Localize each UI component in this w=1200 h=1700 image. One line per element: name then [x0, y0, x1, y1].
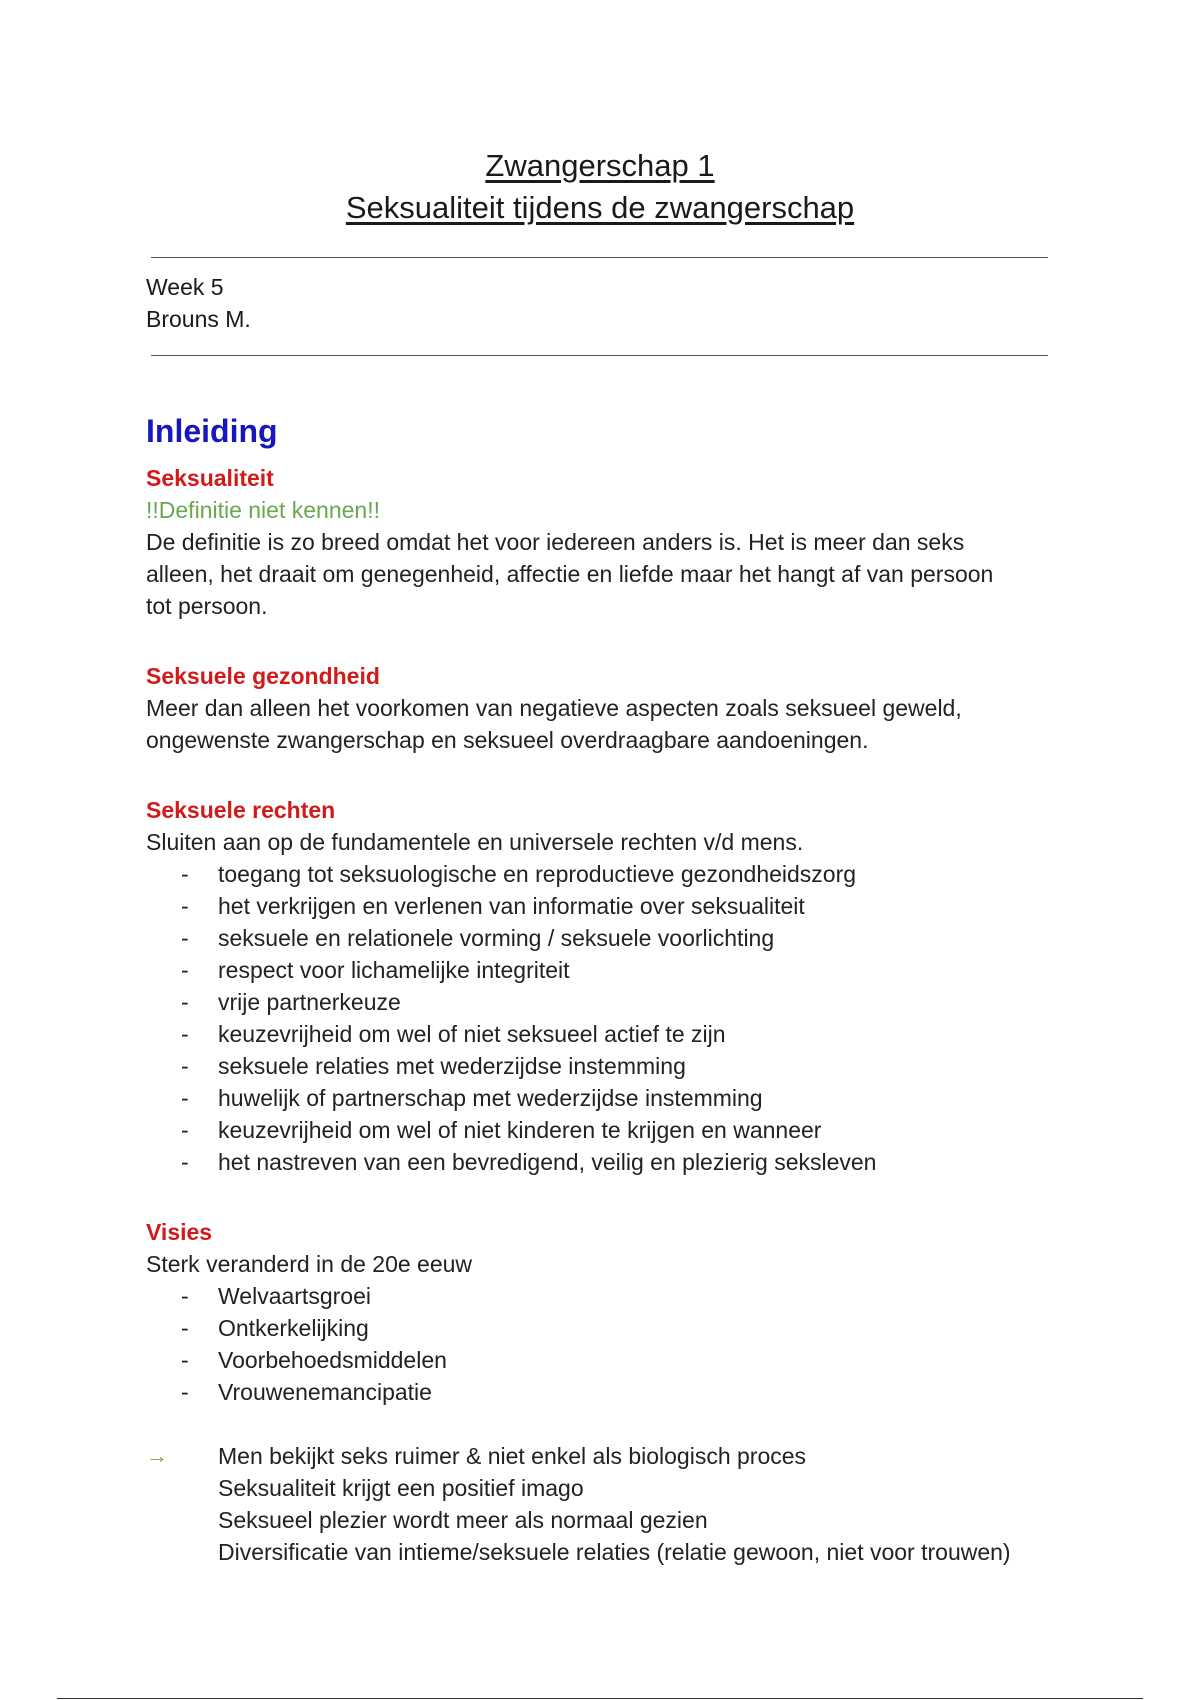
subheading-seksuele-rechten: Seksuele rechten — [146, 797, 336, 823]
title-line-2: Seksualiteit tijdens de zwangerschap — [345, 190, 855, 225]
note-definitie: !!Definitie niet kennen!! — [146, 497, 380, 523]
list-item: - keuzevrijheid om wel of niet kinderen te krijgen en wanneer — [146, 1114, 1066, 1146]
divider-top — [151, 257, 1048, 258]
list-item: - vrije partnerkeuze — [146, 986, 1066, 1018]
gezondheid-text-line: Meer dan alleen het voorkomen van negatieve aspecten zoals seksueel geweld, — [146, 695, 962, 721]
week-label: Week 5 — [146, 274, 224, 300]
list-item: - respect voor lichamelijke integriteit — [146, 954, 1066, 986]
gezondheid-text-line: ongewenste zwangerschap en seksueel overdraagbare aandoeningen. — [146, 727, 869, 753]
subheading-seksuele-gezondheid: Seksuele gezondheid — [146, 663, 380, 689]
seksualiteit-text-line: alleen, het draait om genegenheid, affectie en liefde maar het hangt af van persoon — [146, 561, 994, 587]
visies-intro: Sterk veranderd in de 20e eeuw — [146, 1251, 473, 1277]
list-item: - Vrouwenemancipatie — [146, 1376, 1066, 1408]
title-line-1: Zwangerschap 1 — [485, 148, 715, 183]
rechten-list — [146, 858, 1066, 1178]
subheading-seksualiteit: Seksualiteit — [146, 465, 274, 491]
subheading-visies: Visies — [146, 1219, 213, 1245]
conclusion-line: Diversificatie van intieme/seksuele relaties (relatie gewoon, niet voor trouwen) — [218, 1539, 1011, 1565]
author-label: Brouns M. — [146, 306, 251, 332]
page-bottom-edge — [57, 1698, 1143, 1699]
list-item: - keuzevrijheid om wel of niet seksueel actief te zijn — [146, 1018, 1066, 1050]
list-item: - seksuele relaties met wederzijdse instemming — [146, 1050, 1066, 1082]
list-item: - het nastreven van een bevredigend, veilig en plezierig seksleven — [146, 1146, 1066, 1178]
conclusion-line: Seksualiteit krijgt een positief imago — [218, 1475, 584, 1501]
seksualiteit-text-line: De definitie is zo breed omdat het voor iedereen anders is. Het is meer dan seks — [146, 529, 965, 555]
list-item: - Ontkerkelijking — [146, 1312, 1066, 1344]
divider-bottom — [151, 355, 1048, 356]
arrow-right-icon: → — [146, 1443, 168, 1468]
visies-list — [146, 1280, 1066, 1408]
conclusion-line: Seksueel plezier wordt meer als normaal gezien — [218, 1507, 708, 1533]
document-title — [0, 145, 1200, 229]
document-content — [146, 406, 1066, 1568]
list-item: - toegang tot seksuologische en reproductieve gezondheidszorg — [146, 858, 1066, 890]
list-item: - het verkrijgen en verlenen van informatie over seksualiteit — [146, 890, 1066, 922]
list-item: - Welvaartsgroei — [146, 1280, 1066, 1312]
seksualiteit-text-line: tot persoon. — [146, 593, 268, 619]
visies-conclusions — [146, 1440, 1066, 1568]
section-heading-inleiding: Inleiding — [146, 413, 278, 449]
document-meta — [146, 271, 251, 335]
conclusion-line: Men bekijkt seks ruimer & niet enkel als biologisch proces — [218, 1443, 807, 1469]
list-item: - seksuele en relationele vorming / seksuele voorlichting — [146, 922, 1066, 954]
list-item: - huwelijk of partnerschap met wederzijdse instemming — [146, 1082, 1066, 1114]
list-item: - Voorbehoedsmiddelen — [146, 1344, 1066, 1376]
rechten-intro: Sluiten aan op de fundamentele en universele rechten v/d mens. — [146, 829, 804, 855]
